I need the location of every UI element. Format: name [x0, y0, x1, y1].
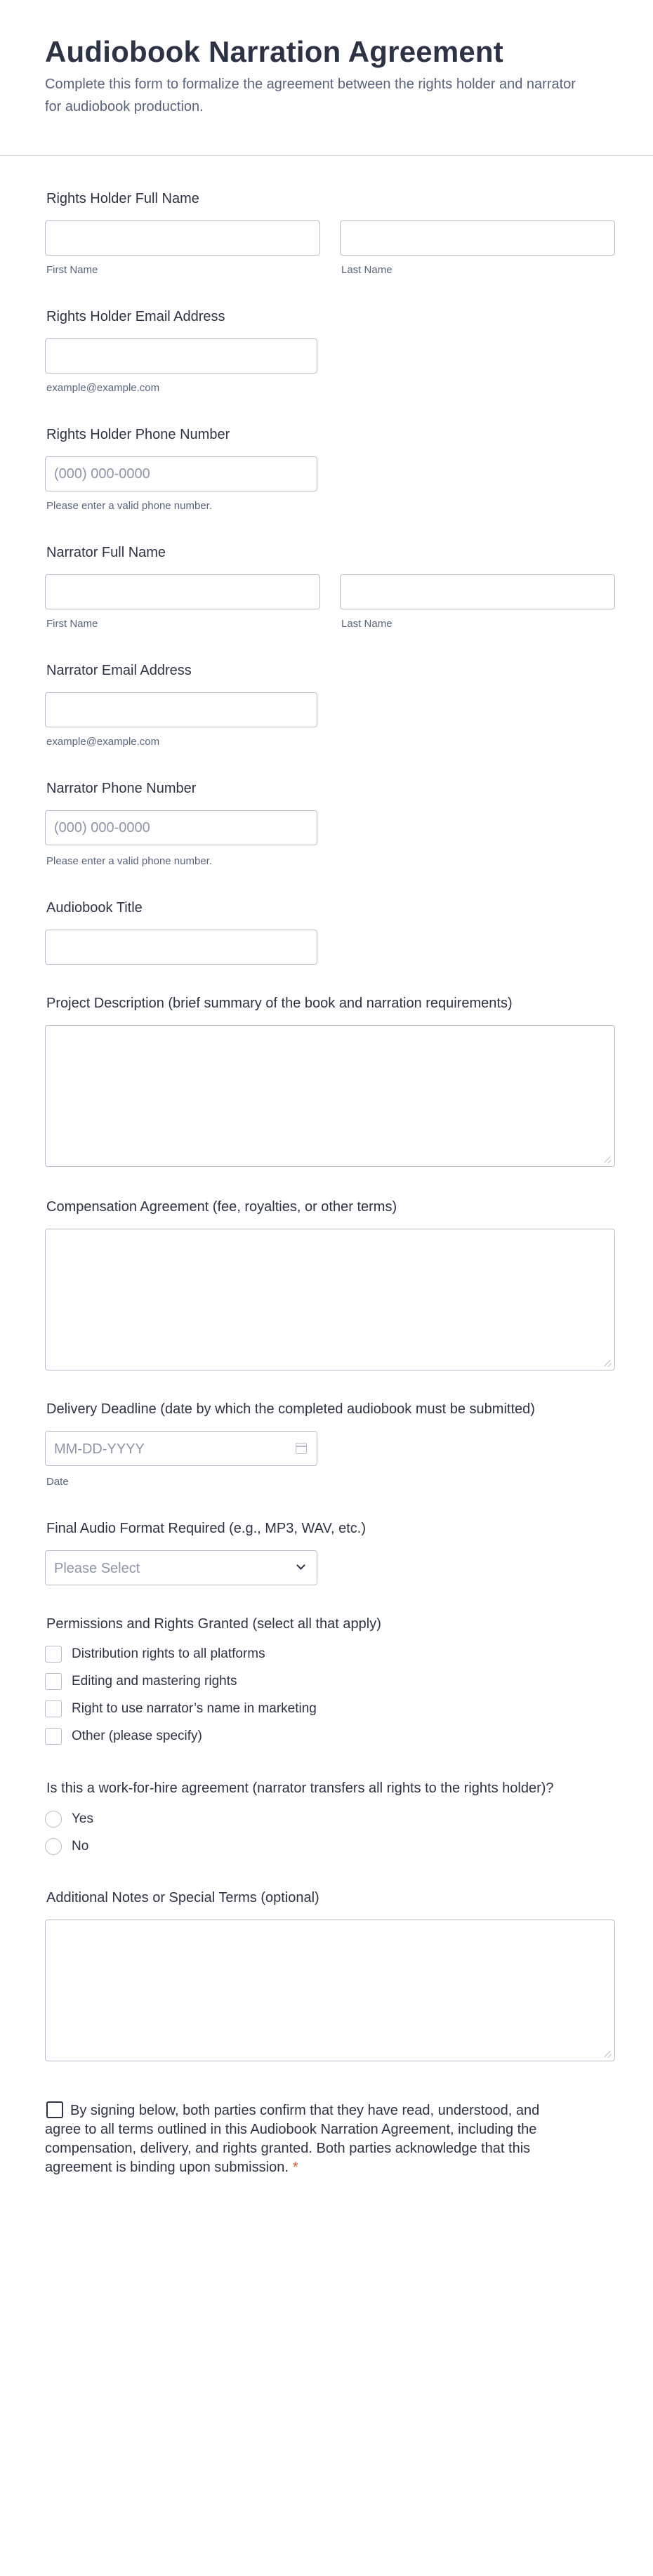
narrator-first-name-input[interactable]: [45, 574, 320, 609]
resize-grip-icon[interactable]: [604, 2050, 611, 2057]
narrator-name-label: Narrator Full Name: [46, 545, 166, 560]
rights-holder-email-input[interactable]: [45, 338, 317, 374]
select-placeholder: Please Select: [54, 1561, 140, 1576]
project-description-label: Project Description (brief summary of the book and narration requirements): [46, 996, 513, 1011]
narrator-last-name-input[interactable]: [340, 574, 615, 609]
calendar-icon[interactable]: [296, 1443, 307, 1454]
narrator-first-name-sublabel: First Name: [46, 618, 98, 630]
form-title: Audiobook Narration Agreement: [45, 35, 503, 68]
audio-format-select[interactable]: [45, 1550, 317, 1585]
radio-option-label: No: [72, 1839, 89, 1854]
checkbox[interactable]: [45, 1673, 62, 1690]
audiobook-title-label: Audiobook Title: [46, 900, 143, 916]
compensation-label: Compensation Agreement (fee, royalties, or other terms): [46, 1199, 397, 1215]
narrator-phone-input[interactable]: [45, 810, 317, 845]
rights-holder-name-label: Rights Holder Full Name: [46, 191, 199, 206]
rights-holder-last-name-sublabel: Last Name: [341, 264, 393, 276]
narrator-email-label: Narrator Email Address: [46, 663, 192, 678]
audio-format-label: Final Audio Format Required (e.g., MP3, WAV, etc.): [46, 1521, 366, 1536]
permission-option-label: Right to use narrator’s name in marketing: [72, 1701, 317, 1716]
permission-option-label: Other (please specify): [72, 1729, 202, 1743]
form-subtitle: Complete this form to formalize the agreement between the rights holder and narrator for audiobook production.: [45, 77, 576, 114]
delivery-deadline-input[interactable]: [45, 1431, 317, 1466]
permission-option-label: Editing and mastering rights: [72, 1674, 237, 1689]
resize-grip-icon[interactable]: [604, 1156, 611, 1163]
terms-checkbox[interactable]: [46, 2101, 63, 2118]
resize-grip-icon[interactable]: [604, 1359, 611, 1366]
rights-holder-first-name-input[interactable]: [45, 220, 320, 256]
permission-option-label: Distribution rights to all platforms: [72, 1646, 265, 1661]
permissions-label: Permissions and Rights Granted (select all that apply): [46, 1616, 381, 1632]
narrator-last-name-sublabel: Last Name: [341, 618, 393, 630]
required-mark: *: [292, 2160, 298, 2175]
radio-button[interactable]: [45, 1811, 62, 1828]
additional-notes-label: Additional Notes or Special Terms (optional): [46, 1890, 319, 1905]
rights-holder-email-sublabel: example@example.com: [46, 382, 160, 394]
delivery-deadline-sublabel: Date: [46, 1476, 69, 1488]
radio-button[interactable]: [45, 1838, 62, 1855]
audiobook-title-input[interactable]: [45, 930, 317, 965]
rights-holder-last-name-input[interactable]: [340, 220, 615, 256]
terms-agreement: [45, 2101, 579, 2177]
chevron-down-icon: [296, 1561, 305, 1570]
narrator-email-input[interactable]: [45, 692, 317, 727]
form-header: [0, 0, 653, 156]
additional-notes-textarea[interactable]: [45, 1920, 615, 2061]
checkbox[interactable]: [45, 1728, 62, 1745]
rights-holder-first-name-sublabel: First Name: [46, 264, 98, 276]
rights-holder-phone-sublabel: Please enter a valid phone number.: [46, 500, 212, 512]
rights-holder-phone-label: Rights Holder Phone Number: [46, 427, 230, 442]
checkbox[interactable]: [45, 1700, 62, 1717]
radio-option-label: Yes: [72, 1811, 93, 1826]
delivery-deadline-label: Delivery Deadline (date by which the completed audiobook must be submitted): [46, 1401, 535, 1417]
project-description-textarea[interactable]: [45, 1025, 615, 1167]
narrator-email-sublabel: example@example.com: [46, 736, 160, 748]
rights-holder-email-label: Rights Holder Email Address: [46, 309, 225, 324]
date-placeholder: MM-DD-YYYY: [54, 1441, 145, 1457]
rights-holder-phone-input[interactable]: [45, 456, 317, 491]
checkbox[interactable]: [45, 1646, 62, 1663]
work-for-hire-label: Is this a work-for-hire agreement (narrator transfers all rights to the rights holder)?: [46, 1781, 554, 1796]
narrator-phone-label: Narrator Phone Number: [46, 781, 197, 796]
narrator-phone-sublabel: Please enter a valid phone number.: [46, 855, 212, 867]
terms-text: By signing below, both parties confirm that they have read, understood, and agree to all terms outlined in this Audiobook Narration Agreement, including the compensation, delivery, and rights granted. Both parties acknowledge that this agreement is binding upon submission.: [45, 2103, 540, 2175]
compensation-textarea[interactable]: [45, 1229, 615, 1370]
